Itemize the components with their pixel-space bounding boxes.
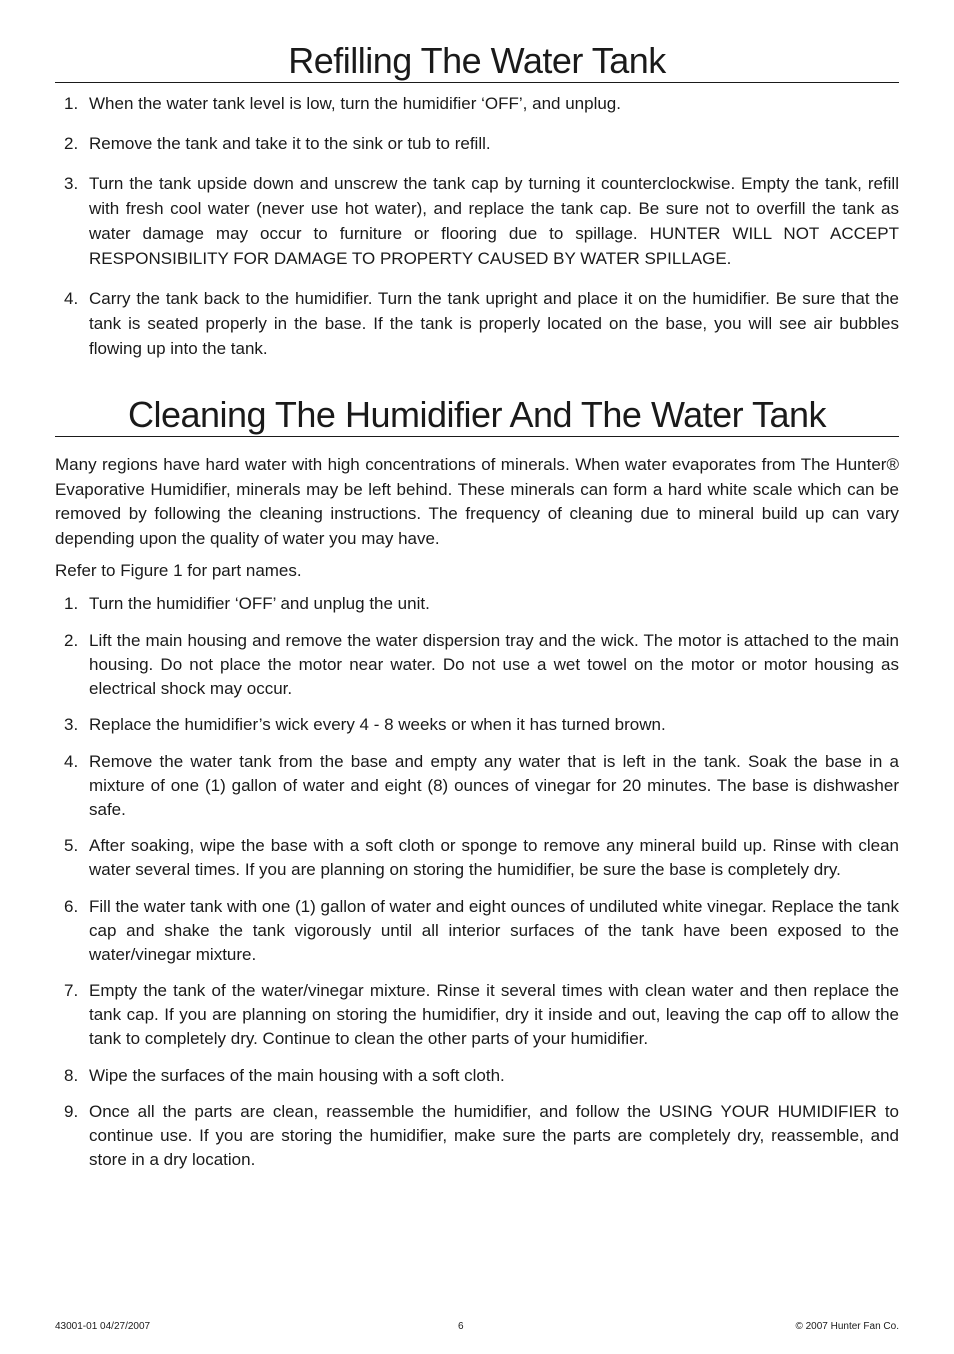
section-title-cleaning: Cleaning The Humidifier And The Water Tank xyxy=(55,394,899,437)
list-item-text: Replace the humidifier’s wick every 4 - 8 weeks or when it has turned brown. xyxy=(89,715,666,734)
list-item xyxy=(55,713,899,737)
list-item-number: 5. xyxy=(64,836,79,855)
list-item-number: 7. xyxy=(64,981,79,1000)
list-item xyxy=(55,629,899,701)
list-item-text: Wipe the surfaces of the main housing with a soft cloth. xyxy=(89,1065,505,1085)
section-title-refilling: Refilling The Water Tank xyxy=(55,40,899,83)
list-item-text: Turn the humidifier ‘OFF’ and unplug the unit. xyxy=(89,594,430,613)
list-item xyxy=(55,1064,899,1088)
list-item xyxy=(55,91,899,116)
list-item-number: 6. xyxy=(64,896,79,916)
list-item-number: 3. xyxy=(64,715,79,734)
list-item xyxy=(55,750,899,822)
list-item xyxy=(55,895,899,967)
list-item xyxy=(55,286,899,361)
list-item-text: Empty the tank of the water/vinegar mixture. Rinse it several times with clean water and then replace the tank cap. If you are planning on storing the humidifier, dry it inside and out, leaving the cap off to allow the tank to completely dry. Continue to clean the other parts of your humidifier. xyxy=(89,981,899,1048)
list-item xyxy=(55,592,899,616)
list-item xyxy=(55,171,899,271)
refer-figure-note: Refer to Figure 1 for part names. xyxy=(55,561,302,580)
footer-page-number: 6 xyxy=(458,1321,464,1332)
list-item xyxy=(55,834,899,882)
list-item-number: 4. xyxy=(64,289,79,308)
list-item-text: Once all the parts are clean, reassemble the humidifier, and follow the USING YOUR HUMIDIFIER to continue use. If you are storing the humidifier, make sure the parts are completely dry, reassemble, and store in a dry location. xyxy=(89,1102,899,1169)
list-item-number: 2. xyxy=(64,134,79,153)
list-item-text: After soaking, wipe the base with a soft cloth or sponge to remove any mineral build up. Rinse with clean water several times. If you are planning on storing the humidifier, be sure the base is completely dry. xyxy=(89,836,899,879)
footer-copyright: © 2007 Hunter Fan Co. xyxy=(795,1321,899,1332)
list-item-number: 3. xyxy=(64,174,79,193)
list-item-text: Fill the water tank with one (1) gallon of water and eight ounces of undiluted white vinegar. Replace the tank cap and shake the tank vigorously until all interior surfaces of the tank have been exposed to the water/vinegar mixture. xyxy=(89,896,899,964)
list-item-number: 8. xyxy=(64,1065,79,1085)
list-item-text: Lift the main housing and remove the water dispersion tray and the wick. The motor is attached to the main housing. Do not place the motor near water. Do not use a wet towel on the motor or motor housing as electrical shock may occur. xyxy=(89,630,899,698)
cleaning-intro-paragraph: Many regions have hard water with high concentrations of minerals. When water evaporates from The Hunter® Evaporative Humidifier, minerals may be left behind. These minerals can form a hard white scale which can be removed by following the cleaning instructions. The frequency of cleaning due to mineral build up can vary depending upon the quality of water you may have. xyxy=(55,455,899,548)
list-item-number: 1. xyxy=(64,94,79,113)
list-item-text: When the water tank level is low, turn the humidifier ‘OFF’, and unplug. xyxy=(89,94,621,113)
list-item xyxy=(55,131,899,156)
list-item-number: 9. xyxy=(64,1102,79,1121)
list-item-number: 1. xyxy=(64,594,79,613)
list-item-text: Remove the water tank from the base and empty any water that is left in the tank. Soak the base in a mixture of one (1) gallon of water and eight (8) ounces of vinegar for 20 minutes. The base is dishwasher safe. xyxy=(89,751,899,819)
refilling-steps-list xyxy=(55,91,899,376)
list-item-text: Turn the tank upside down and unscrew the tank cap by turning it counterclockwise. Empty the tank, refill with fresh cool water (never use hot water), and replace the tank cap. Be sure not to overfill the tank as water damage may occur to furniture or flooring due to spillage. HUNTER WILL NOT ACCEPT RESPONSIBILITY FOR DAMAGE TO PROPERTY CAUSED BY WATER SPILLAGE. xyxy=(89,174,899,268)
list-item-number: 2. xyxy=(64,630,79,650)
cleaning-steps-list xyxy=(55,592,899,1185)
list-item-text: Carry the tank back to the humidifier. Turn the tank upright and place it on the humidifier. Be sure that the tank is seated properly in the base. If the tank is properly located on the base, you will see air bubbles flowing up into the tank. xyxy=(89,289,899,358)
footer-doc-id: 43001-01 04/27/2007 xyxy=(55,1321,151,1332)
list-item xyxy=(55,1100,899,1172)
list-item xyxy=(55,979,899,1051)
list-item-text: Remove the tank and take it to the sink or tub to refill. xyxy=(89,134,491,153)
list-item-number: 4. xyxy=(64,751,79,771)
